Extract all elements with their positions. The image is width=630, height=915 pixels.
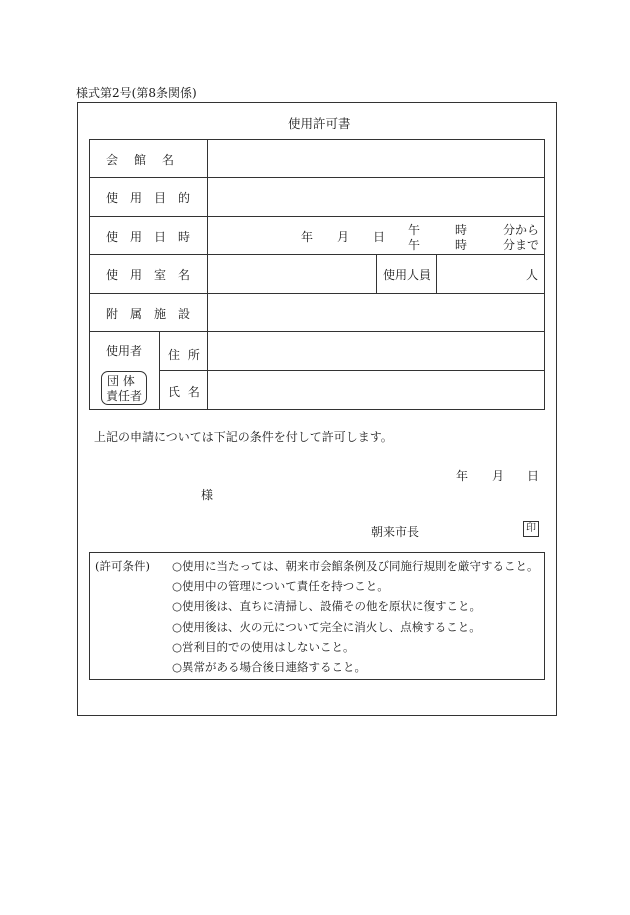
table-rule <box>207 139 208 410</box>
table-rule <box>159 370 545 371</box>
label-group-line1: 団 体 <box>107 374 135 388</box>
permission-statement: 上記の申請については下記の条件を付して許可します。 <box>94 430 393 444</box>
table-rule <box>89 254 545 255</box>
condition-item: ○使用中の管理について責任を持つこと。 <box>172 579 389 593</box>
label-address: 住 所 <box>168 348 202 362</box>
document-title: 使用許可書 <box>288 116 351 131</box>
condition-item: ○使用後は、火の元について完全に消火し、点検すること。 <box>172 620 481 634</box>
date-month: 月 <box>337 230 350 244</box>
issue-date-day: 日 <box>527 469 540 483</box>
issue-date-year: 年 <box>456 469 469 483</box>
label-group-line2: 責任者 <box>106 389 143 403</box>
table-rule <box>89 216 545 217</box>
hour-end: 時 <box>455 238 468 252</box>
conditions-label: (許可条件) <box>95 559 150 573</box>
condition-item: ○使用後は、直ちに清掃し、設備その他を原状に復すこと。 <box>172 599 482 613</box>
label-user: 使用者 <box>106 344 143 358</box>
hour-start: 時 <box>455 223 468 237</box>
headcount-unit: 人 <box>526 268 539 282</box>
seal-stamp: 印 <box>523 521 539 537</box>
ampm-end: 午 <box>408 238 421 252</box>
label-headcount: 使用人員 <box>383 268 432 282</box>
ampm-start: 午 <box>408 223 421 237</box>
label-room: 使用室名 <box>106 268 203 282</box>
date-day: 日 <box>373 230 386 244</box>
table-rule <box>89 331 545 332</box>
date-year: 年 <box>301 230 314 244</box>
label-name: 氏 名 <box>168 385 202 399</box>
minute-to: 分まで <box>503 238 540 252</box>
label-attached: 附属施設 <box>106 307 203 321</box>
condition-item: ○異常がある場合後日連絡すること。 <box>172 660 367 674</box>
label-hall-name: 会 館 名 <box>106 153 177 167</box>
table-rule <box>159 331 160 410</box>
table-rule <box>89 177 545 178</box>
label-purpose: 使用目的 <box>106 191 203 205</box>
issue-date-month: 月 <box>492 469 505 483</box>
issuer-title: 朝来市長 <box>371 525 420 539</box>
table-rule <box>436 254 437 293</box>
addressee-suffix: 様 <box>201 488 214 502</box>
condition-item: ○営利目的での使用はしないこと。 <box>172 640 355 654</box>
minute-from: 分から <box>503 223 540 237</box>
table-rule <box>89 293 545 294</box>
form-number: 様式第2号(第8条関係) <box>76 86 197 100</box>
condition-item: ○使用に当たっては、朝来市会館条例及び同施行規則を厳守すること。 <box>172 559 539 573</box>
label-datetime: 使用日時 <box>106 230 203 244</box>
table-rule <box>376 254 377 293</box>
